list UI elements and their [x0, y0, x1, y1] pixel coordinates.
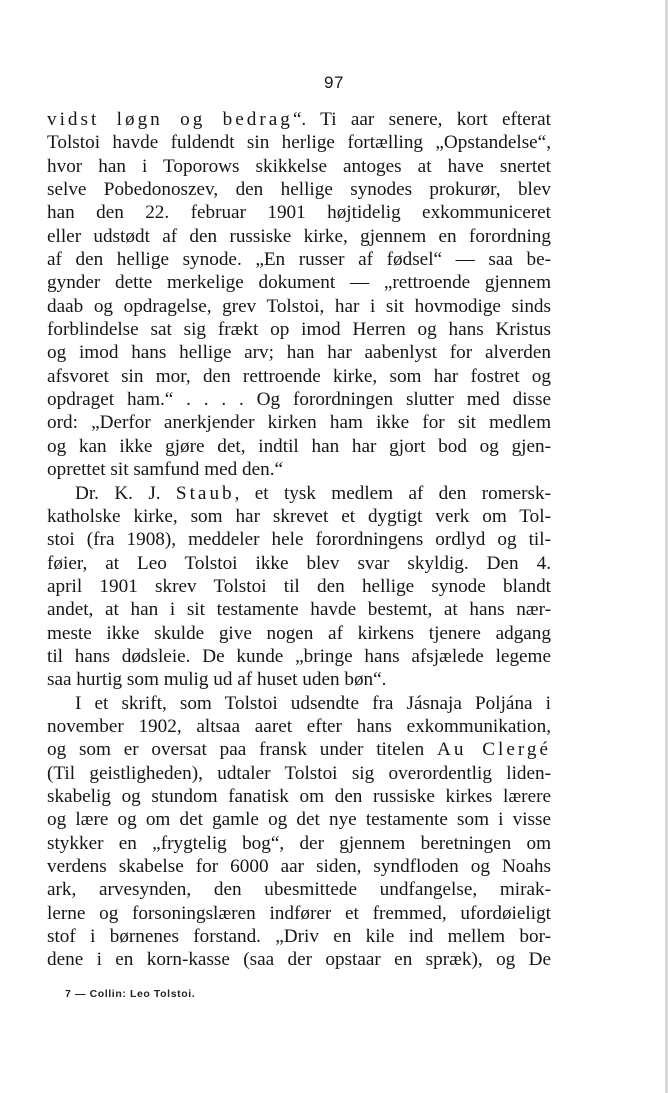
- text-line: april 1901 skrev Tolstoi til den hellige synode blandt: [47, 575, 551, 597]
- spaced-emphasis: Staub: [175, 482, 235, 504]
- text-line: og lære og om det gamle og det nye testamente som i visse: [47, 809, 551, 831]
- text-line: stof i børnenes forstand. „Driv en kile ind mellem bor-: [47, 926, 551, 948]
- text-line: oprettet sit samfund med den.“: [47, 459, 284, 481]
- page-number: 97: [324, 73, 344, 92]
- text-line: og imod hans hellige arv; han har aabenlyst for alverden: [47, 342, 551, 364]
- text-segment: og som er oversat paa fransk under titelen: [47, 739, 437, 761]
- text-line: føier, at Leo Tolstoi ikke blev svar skyldig. Den 4.: [47, 552, 551, 574]
- text-line: saa hurtig som mulig ud af huset uden bøn“.: [47, 669, 387, 691]
- text-line: ord: „Derfor anerkjender kirken ham ikke for sit medlem: [47, 412, 551, 434]
- text-line: november 1902, altsaa aaret efter hans exkommunikation,: [47, 715, 551, 737]
- text-line: selve Pobedonoszev, den hellige synodes prokurør, blev: [47, 179, 551, 201]
- spaced-emphasis: Au Clergé: [436, 739, 552, 761]
- text-line: [47, 482, 551, 505]
- text-line: af den hellige synode. „En russer af fødsel“ — saa be-: [47, 249, 551, 271]
- text-segment: Dr. K. J.: [75, 482, 176, 504]
- text-line: (Til geistligheden), udtaler Tolstoi sig overordentlig liden-: [47, 762, 551, 784]
- text-line: [47, 108, 551, 131]
- text-segment: “. Ti aar senere, kort efterat: [292, 109, 551, 130]
- text-line: til hans dødsleie. De kunde „bringe hans afsjælede legeme: [47, 645, 551, 667]
- text-line: afsvoret sin mor, den rettroende kirke, som har fostret og: [47, 365, 551, 387]
- text-line: Tolstoi havde fuldendt sin herlige fortælling „Opstandelse“,: [47, 132, 551, 154]
- text-line: meste ikke skulde give nogen af kirkens tjenere adgang: [47, 622, 551, 644]
- text-line: skabelig og stundom fanatisk om den russiske kirkes lærere: [47, 785, 551, 807]
- text-line: ark, arvesynden, den ubesmittede undfangelse, mirak-: [47, 879, 551, 901]
- text-line: forblindelse sat sig frækt op imod Herren og hans Kristus: [47, 319, 551, 341]
- text-line: gynder dette merkelige dokument — „rettroende gjennem: [47, 272, 551, 294]
- text-line: dene i en korn-kasse (saa der opstaar en spræk), og De: [47, 949, 551, 971]
- text-line: opdraget ham.“ . . . . Og forordningen slutter med disse: [47, 389, 551, 411]
- text-line: [47, 738, 551, 761]
- text-line: I et skrift, som Tolstoi udsendte fra Jásnaja Poljána i: [75, 692, 551, 714]
- text-line: og kan ikke gjøre det, indtil han har gjort bod og gjen-: [47, 435, 551, 457]
- text-line: andet, at han i sit testamente havde bestemt, at hans nær-: [47, 599, 551, 621]
- body-text: [47, 108, 551, 972]
- text-line: katholske kirke, som har skrevet et dygtigt verk om Tol-: [47, 505, 551, 527]
- text-line: eller udstødt af den russiske kirke, gjennem en forordning: [47, 225, 551, 247]
- text-line: lerne og forsoningslæren indfører et fremmed, ufordøieligt: [47, 902, 551, 924]
- text-segment: , et tysk medlem af den romersk-: [234, 482, 551, 504]
- text-line: hvor han i Toporows skikkelse antoges at have snertet: [47, 155, 551, 177]
- text-line: han den 22. februar 1901 højtidelig exkommuniceret: [47, 202, 551, 224]
- text-line: verdens skabelse for 6000 aar siden, syndfloden og Noahs: [47, 856, 551, 877]
- text-line: stoi (fra 1908), meddeler hele forordningens ordlyd og til-: [47, 529, 551, 551]
- text-line: daab og opdragelse, grev Tolstoi, har i sit hovmodige sinds: [47, 295, 551, 317]
- spaced-emphasis: vidst løgn og bedrag: [47, 109, 293, 130]
- footer-signature: 7 — Collin: Leo Tolstoi.: [65, 988, 196, 1000]
- text-line: stykker en „frygtelig bog“, der gjennem beretningen om: [47, 832, 551, 854]
